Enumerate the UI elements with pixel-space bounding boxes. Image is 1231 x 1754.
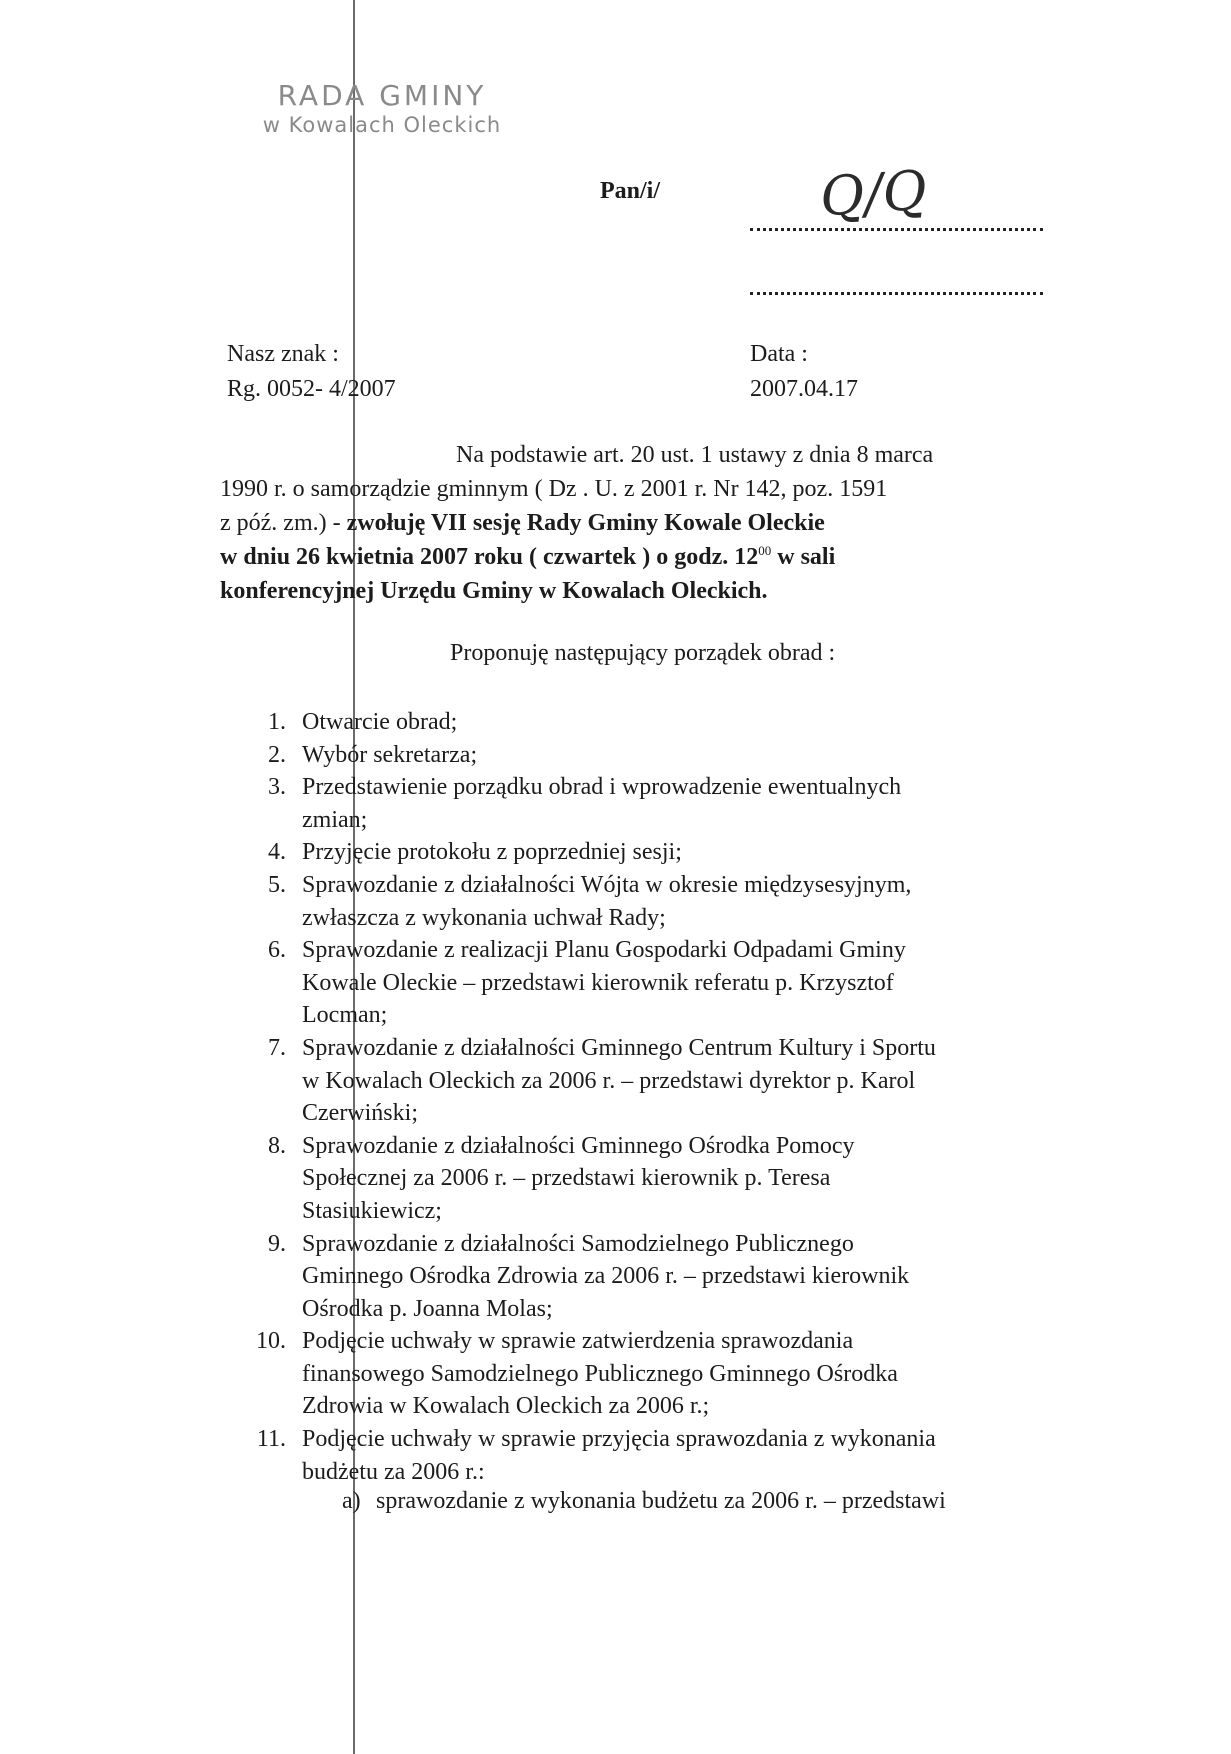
agenda-subitem: [342, 1488, 946, 1515]
agenda-item: [250, 739, 1110, 772]
agenda-item-text: budżetu za 2006 r.:: [302, 1458, 485, 1485]
agenda-item-text: Podjęcie uchwały w sprawie zatwierdzenia sprawozdania: [302, 1328, 854, 1355]
agenda-item-number: 8.: [268, 1132, 286, 1159]
agenda-item: [250, 869, 1110, 934]
agenda-item-text: Sprawozdanie z działalności Samodzielnego Publicznego: [302, 1230, 854, 1257]
stamp-line-2: w Kowalach Oleckich: [262, 113, 502, 137]
intro-line-1: Na podstawie art. 20 ust. 1 ustawy z dnia 8 marca: [456, 442, 934, 468]
agenda-item-text: Gminnego Ośrodka Zdrowia za 2006 r. – przedstawi kierownik: [302, 1263, 910, 1290]
intro-line-4: [220, 540, 1070, 574]
agenda-item-number: 1.: [268, 709, 286, 735]
agenda-item: [250, 1228, 1110, 1326]
intro-line-4-tail: w sali: [771, 544, 836, 570]
agenda-item: [250, 1325, 1110, 1423]
proposal-heading: Proponuję następujący porządek obrad :: [450, 640, 836, 666]
agenda-item-text: Zdrowia w Kowalach Oleckich za 2006 r.;: [302, 1393, 710, 1420]
agenda-item-text: Locman;: [302, 1002, 388, 1029]
agenda-item-number: 9.: [268, 1230, 286, 1257]
intro-line-5-bold: konferencyjnej Urzędu Gminy w Kowalach Oleckich.: [220, 578, 768, 604]
agenda-item-number: 7.: [268, 1034, 286, 1061]
date-label: Data :: [750, 341, 808, 367]
subitem-letter: a): [342, 1488, 361, 1514]
addressee-dotted-line-1: [750, 228, 1043, 231]
agenda-item-text: w Kowalach Oleckich za 2006 r. – przedstawi dyrektor p. Karol: [302, 1067, 916, 1094]
date-value: 2007.04.17: [750, 376, 858, 402]
agenda-item-number: 10.: [256, 1328, 286, 1355]
intro-line-4-superscript: 00: [758, 543, 772, 558]
reference-number: Rg. 0052- 4/2007: [227, 376, 396, 402]
intro-line-3-text: z póź. zm.) -: [220, 510, 347, 536]
agenda-item-text: Sprawozdanie z działalności Gminnego Centrum Kultury i Sportu: [302, 1034, 936, 1061]
intro-line-2: 1990 r. o samorządzie gminnym ( Dz . U. z 2001 r. Nr 142, poz. 1591: [220, 476, 888, 502]
agenda-item-text: Ośrodka p. Joanna Molas;: [302, 1295, 553, 1322]
agenda-item-number: 5.: [268, 871, 286, 898]
agenda-item-number: 11.: [256, 1426, 286, 1453]
agenda-item-text: zwłaszcza z wykonania uchwał Rady;: [302, 904, 666, 931]
intro-line-4-bold: w dniu 26 kwietnia 2007 roku ( czwartek ) o godz. 12: [220, 544, 759, 570]
agenda-item: [250, 1130, 1110, 1228]
agenda-item-text: Kowale Oleckie – przedstawi kierownik referatu p. Krzysztof: [302, 969, 894, 996]
council-stamp: [212, 80, 552, 138]
agenda-item-text: zmian;: [302, 806, 368, 833]
intro-line-3: [220, 506, 1070, 540]
agenda-item-text: Stasiukiewicz;: [302, 1197, 442, 1224]
agenda-item: [250, 934, 1110, 1032]
agenda-item-text: Sprawozdanie z działalności Gminnego Ośrodka Pomocy: [302, 1132, 855, 1159]
agenda-item-text: Wybór sekretarza;: [302, 741, 478, 768]
agenda-item: [250, 706, 1110, 739]
agenda-item-text: Przyjęcie protokołu z poprzedniej sesji;: [302, 839, 682, 866]
agenda-item-text: Czerwiński;: [302, 1100, 418, 1127]
intro-line-5: [220, 574, 1070, 608]
stamp-line-1: RADA GMINY: [277, 79, 487, 112]
agenda-item-number: 6.: [268, 937, 286, 964]
agenda-item-number: 2.: [268, 741, 286, 768]
agenda-item-text: Otwarcie obrad;: [302, 709, 458, 735]
agenda-item-text: Sprawozdanie z działalności Wójta w okresie międzysesyjnym,: [302, 871, 912, 898]
reference-block: [227, 337, 396, 407]
date-block: [750, 337, 858, 407]
agenda-item-text: finansowego Samodzielnego Publicznego Gminnego Ośrodka: [302, 1360, 898, 1387]
subitem-text: sprawozdanie z wykonania budżetu za 2006 r. – przedstawi: [376, 1488, 946, 1514]
intro-line-3-bold: zwołuję VII sesję Rady Gminy Kowale Oleckie: [346, 510, 825, 536]
addressee-dotted-line-2: [750, 292, 1043, 295]
agenda-item-text: Podjęcie uchwały w sprawie przyjęcia sprawozdania z wykonania: [302, 1426, 936, 1453]
agenda-item-text: Społecznej za 2006 r. – przedstawi kierownik p. Teresa: [302, 1165, 831, 1192]
convocation-paragraph: [220, 438, 1070, 608]
agenda-item: [250, 1423, 1110, 1488]
agenda-list: [250, 706, 1110, 1488]
agenda-item: [250, 1032, 1110, 1130]
agenda-item-text: Sprawozdanie z realizacji Planu Gospodarki Odpadami Gminy: [302, 937, 906, 964]
handwritten-addressee: Q/Q: [817, 158, 929, 229]
agenda-item-number: 3.: [268, 774, 286, 801]
agenda-item-number: 4.: [268, 839, 286, 866]
agenda-item: [250, 771, 1110, 836]
reference-label: Nasz znak :: [227, 341, 339, 367]
agenda-item: [250, 836, 1110, 869]
addressee-label: Pan/i/: [600, 178, 661, 204]
agenda-item-text: Przedstawienie porządku obrad i wprowadzenie ewentualnych: [302, 774, 902, 801]
